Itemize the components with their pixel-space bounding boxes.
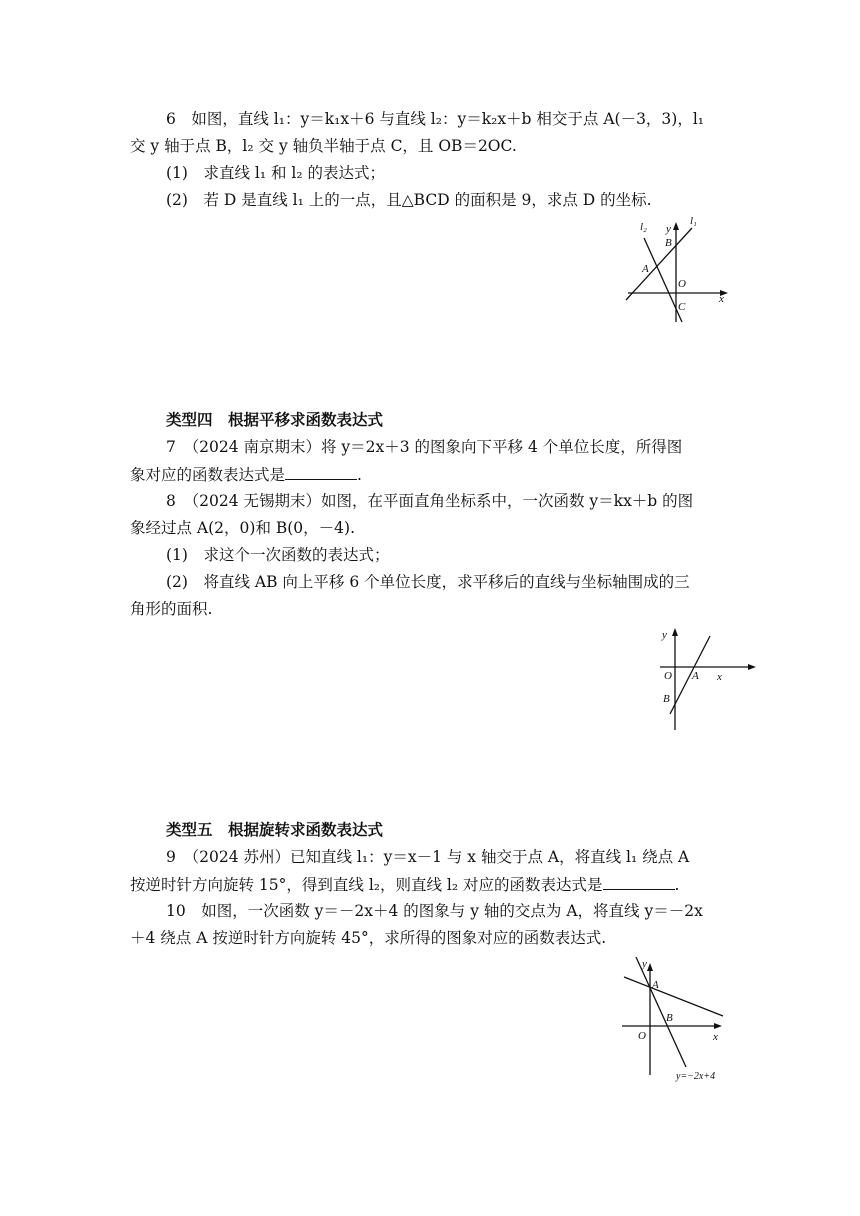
p8-label-B: B: [663, 693, 670, 705]
p10-line-rotated: [624, 977, 723, 1016]
p10-x-arrow: [714, 1023, 722, 1029]
p7-line1: 7 （2024 南京期末）将 y＝2x＋3 的图象向下平移 4 个单位长度，所得图: [166, 438, 683, 456]
p6-q2: (2) 若 D 是直线 l₁ 上的一点，且△BCD 的面积是 9，求点 D 的坐标.: [166, 191, 652, 209]
p10-figure: [618, 955, 733, 1085]
p8-label-A: A: [692, 670, 699, 682]
p8-label-O: O: [664, 670, 672, 682]
p10-label-equation: y=−2x+4: [676, 1071, 716, 1082]
p6-label-O: O: [678, 278, 686, 290]
p6-label-B: B: [665, 237, 672, 249]
p6-label-A: A: [642, 263, 649, 275]
p8-line1: 8 （2024 无锡期末）如图，在平面直角坐标系中，一次函数 y＝kx＋b 的图: [166, 492, 694, 510]
p9-line1: 9 （2024 苏州）已知直线 l₁：y＝x－1 与 x 轴交于点 A，将直线 l₁ 绕点 A: [166, 848, 690, 866]
p8-y-arrow: [672, 628, 678, 636]
p10-line1: 10 如图，一次函数 y＝－2x＋4 的图象与 y 轴的交点为 A，将直线 y＝－2x: [166, 902, 703, 920]
p7-line2-text: 象对应的函数表达式是: [130, 466, 286, 484]
p8-figure: [650, 620, 750, 735]
p8-x-arrow: [748, 664, 756, 670]
p6-line1: 6 如图，直线 l₁：y＝k₁x＋6 与直线 l₂：y＝k₂x＋b 相交于点 A(－3，3)，l₁: [166, 110, 705, 128]
p6-y-arrow: [673, 222, 679, 230]
p8-label-x: x: [717, 671, 722, 683]
p10-line2: ＋4 绕点 A 按逆时针方向旋转 45°，求所得的图象对应的函数表达式.: [130, 929, 607, 947]
p6-label-y: y: [666, 223, 671, 235]
p6-q1: (1) 求直线 l₁ 和 l₂ 的表达式；: [166, 164, 386, 182]
p9-line2: [130, 873, 679, 896]
p6-label-C: C: [678, 301, 686, 313]
p8-q1: (1) 求这个一次函数的表达式；: [166, 546, 390, 564]
p10-y-arrow: [647, 963, 653, 971]
p9-line2-end: .: [674, 876, 680, 894]
p10-label-O: O: [638, 1030, 646, 1042]
p10-line-original: [636, 957, 686, 1067]
p6-label-l2: l₂: [640, 221, 647, 233]
section-5-title: 类型五 根据旋转求函数表达式: [166, 821, 384, 839]
p8-q2: (2) 将直线 AB 向上平移 6 个单位长度，求平移后的直线与坐标轴围成的三: [166, 573, 690, 591]
p10-label-y: y: [642, 958, 647, 970]
p6-label-l1: l₁: [690, 215, 697, 227]
p9-answer-blank[interactable]: [603, 873, 675, 890]
p7-line2-end: .: [357, 466, 362, 484]
p10-label-A: A: [652, 979, 659, 991]
p6-figure: [620, 210, 740, 325]
p9-line2-text: 按逆时针方向旋转 15°，得到直线 l₂，则直线 l₂ 对应的函数表达式是: [130, 876, 603, 894]
p6-label-x: x: [719, 293, 724, 305]
p10-label-x: x: [713, 1031, 718, 1043]
p7-answer-blank[interactable]: [285, 463, 357, 480]
p8-q2b: 角形的面积.: [130, 600, 213, 618]
p8-line-AB: [670, 636, 710, 714]
p8-line2: 象经过点 A(2，0)和 B(0，－4).: [130, 519, 356, 537]
p8-label-y: y: [662, 629, 667, 641]
section-4-title: 类型四 根据平移求函数表达式: [166, 411, 384, 429]
p7-line2: [130, 463, 362, 486]
p6-line2: 交 y 轴于点 B，l₂ 交 y 轴负半轴于点 C，且 OB＝2OC.: [130, 137, 517, 155]
p10-label-B: B: [666, 1012, 673, 1024]
